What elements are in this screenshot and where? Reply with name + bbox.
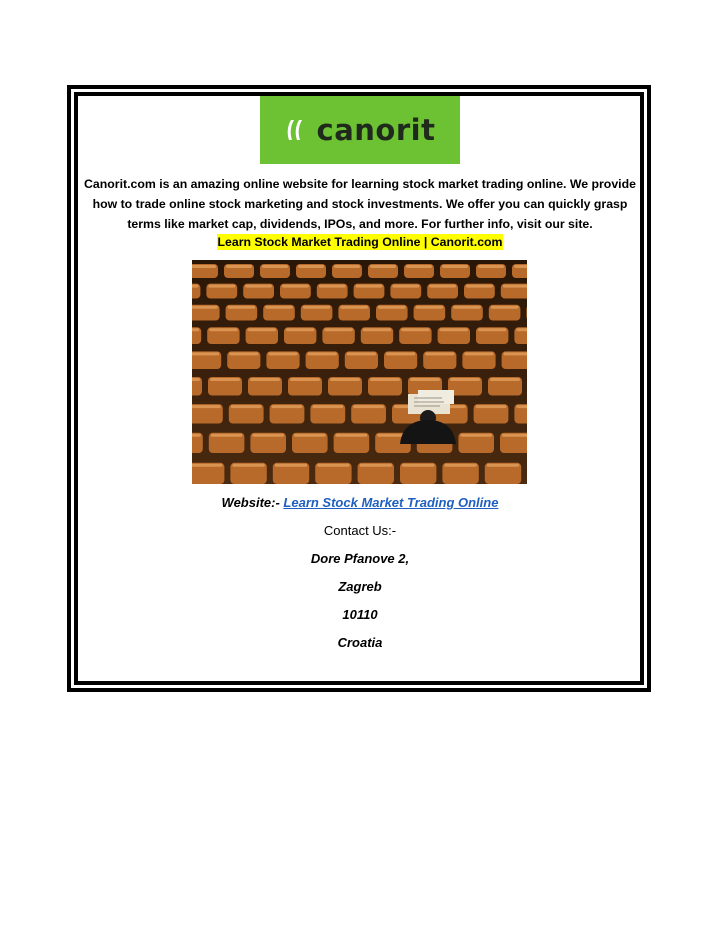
seat-highlight <box>211 434 243 437</box>
seat-highlight <box>192 285 198 288</box>
seat-highlight <box>324 328 352 331</box>
seat-highlight <box>514 265 527 268</box>
address-street: Dore Pfanove 2, <box>310 551 410 566</box>
seat-highlight <box>440 328 468 331</box>
seat-highlight <box>487 464 519 467</box>
seat-highlight <box>466 285 493 288</box>
seat-highlight <box>504 352 527 355</box>
seat-highlight <box>245 285 272 288</box>
seat-highlight <box>248 328 276 331</box>
logo-text: canorit <box>316 113 436 147</box>
seat-highlight <box>298 265 324 268</box>
seat-highlight <box>453 306 481 309</box>
seat-highlight <box>340 306 368 309</box>
lecture-hall-photo <box>192 260 527 484</box>
seat-highlight <box>192 434 201 437</box>
seat-highlight <box>231 405 262 408</box>
seat-highlight <box>192 328 199 331</box>
seat-highlight <box>370 265 396 268</box>
contact-heading: Contact Us:- <box>323 523 397 538</box>
seat-highlight <box>308 352 337 355</box>
seat-highlight <box>491 306 519 309</box>
seat-highlight <box>444 464 476 467</box>
website-link[interactable]: Learn Stock Market Trading Online <box>283 495 499 510</box>
seat-highlight <box>250 378 280 381</box>
seat-highlight <box>286 328 314 331</box>
seat-highlight <box>303 306 331 309</box>
seat-highlight <box>192 306 218 309</box>
seat-highlight <box>226 265 252 268</box>
address-postal: 10110 <box>342 607 378 622</box>
seat-highlight <box>232 464 264 467</box>
seat-highlight <box>192 464 222 467</box>
seat-highlight <box>360 464 392 467</box>
seat-highlight <box>353 405 384 408</box>
seat-highlight <box>317 464 349 467</box>
seat-highlight <box>386 352 415 355</box>
seat-highlight <box>476 405 507 408</box>
seat-highlight <box>401 328 429 331</box>
seat-highlight <box>268 352 297 355</box>
seat-highlight <box>192 352 219 355</box>
seat-highlight <box>229 352 258 355</box>
seat-highlight <box>516 328 527 331</box>
lecture-hall-illustration <box>192 260 527 484</box>
seat-highlight <box>272 405 303 408</box>
address-country: Croatia <box>337 635 383 650</box>
seat-highlight <box>503 285 527 288</box>
seat-highlight <box>402 464 434 467</box>
canorit-logo[interactable] <box>260 96 460 164</box>
seat-highlight <box>478 328 506 331</box>
seat-highlight <box>192 378 200 381</box>
seat-highlight <box>192 265 216 268</box>
seat-highlight <box>378 306 406 309</box>
double-slash-leaf-icon <box>285 117 307 143</box>
seat-highlight <box>265 306 293 309</box>
website-line <box>0 495 720 510</box>
seat-highlight <box>208 285 235 288</box>
seat-highlight <box>356 285 383 288</box>
seat-highlight <box>490 378 520 381</box>
seat-highlight <box>410 378 440 381</box>
seat-highlight <box>192 405 221 408</box>
seat-highlight <box>282 285 309 288</box>
highlight-link[interactable]: Learn Stock Market Trading Online | Canorit.com <box>217 235 503 249</box>
seat-highlight <box>429 285 456 288</box>
seat-highlight <box>347 352 376 355</box>
seat-highlight <box>209 328 237 331</box>
seat-highlight <box>294 434 326 437</box>
seat-highlight <box>425 352 454 355</box>
seat-highlight <box>406 265 432 268</box>
seat-highlight <box>336 434 368 437</box>
seat-highlight <box>252 434 284 437</box>
description-paragraph: Canorit.com is an amazing online website for learning stock market trading online. We provide how to trade online stock marketing and stock investments. We offer you can quickly grasp terms like market cap, dividends, IPOs, and more. For further info, visit our site. <box>84 177 636 231</box>
seat-highlight <box>319 285 346 288</box>
seat-highlight <box>363 328 391 331</box>
seat-highlight <box>370 378 400 381</box>
seat-highlight <box>502 434 527 437</box>
seat-highlight <box>228 306 256 309</box>
seat-highlight <box>416 306 444 309</box>
seat-highlight <box>275 464 307 467</box>
seat-highlight <box>290 378 320 381</box>
website-label: Website:- <box>221 495 284 510</box>
seat-highlight <box>312 405 343 408</box>
highlight-line <box>0 233 720 251</box>
seat-highlight <box>464 352 493 355</box>
seat-highlight <box>262 265 288 268</box>
address-city: Zagreb <box>338 579 382 594</box>
seat-highlight <box>392 285 419 288</box>
seat-highlight <box>450 378 480 381</box>
seat-highlight <box>478 265 504 268</box>
seat-highlight <box>460 434 492 437</box>
seat-highlight <box>210 378 240 381</box>
seat-highlight <box>442 265 468 268</box>
seat-highlight <box>330 378 360 381</box>
seat-highlight <box>516 405 527 408</box>
seat-highlight <box>334 265 360 268</box>
